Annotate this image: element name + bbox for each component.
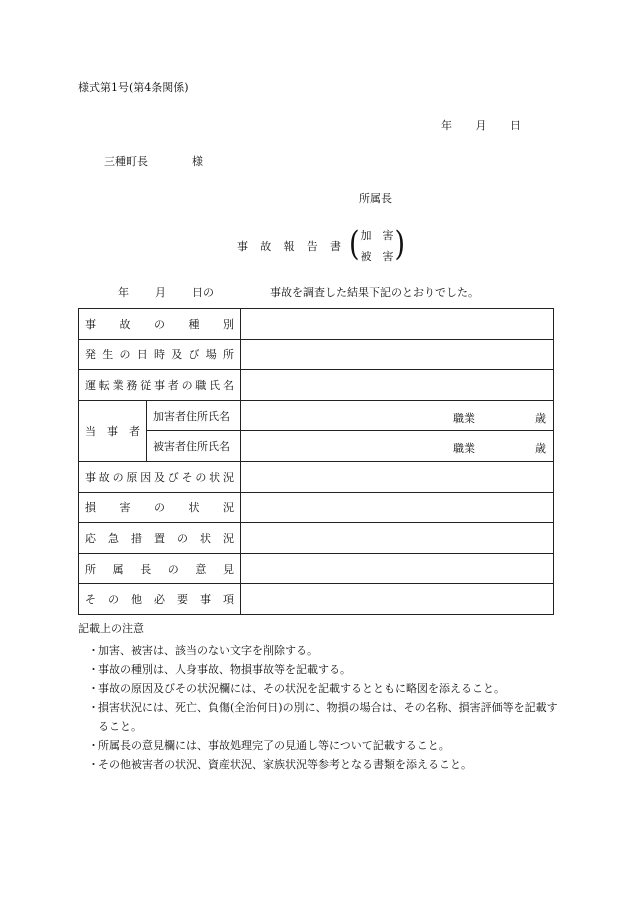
notes-list: [88, 641, 558, 774]
row-label-text: 発 生 の 日 時 及 び 場 所: [85, 348, 234, 362]
survey-year-label: 年: [118, 286, 129, 299]
bullet-icon: ・: [88, 644, 99, 657]
occupation-label: 職業: [453, 411, 475, 425]
table-row: [79, 584, 554, 615]
row-label-text: 事 故 の 種 別: [85, 317, 234, 331]
perpetrator-address-name-field[interactable]: [241, 400, 554, 431]
damage-situation-field[interactable]: [241, 492, 554, 523]
note-item: [88, 660, 558, 679]
party-label-text: 当 事 者: [85, 424, 140, 438]
accident-type-field[interactable]: [241, 309, 554, 340]
row-label: [79, 492, 241, 523]
note-text: その他被害者の状況、資産状況、家族状況等参考となる書類を添えること。: [98, 758, 472, 771]
title-char: 報: [283, 239, 295, 253]
note-text: 事故の種別は、人身事故、物損事故等を記載する。: [98, 663, 351, 676]
survey-statement: [118, 287, 479, 298]
row-label: [79, 370, 241, 401]
row-label-text: 事 故 の 原 因 及 び そ の 状 況: [85, 470, 234, 484]
title-char: 告: [306, 239, 318, 253]
option-perpetrator: 加 害: [360, 229, 394, 242]
note-text: 所属長の意見欄には、事故処理完了の見通し等について記載すること。: [98, 739, 450, 752]
note-item: [88, 641, 558, 660]
notes-title: 記載上の注意: [78, 622, 144, 635]
document-title: [237, 224, 406, 264]
table-row: [79, 339, 554, 370]
emergency-measures-field[interactable]: [241, 523, 554, 554]
table-row: [79, 370, 554, 401]
row-label-text: そ の 他 必 要 事 項: [85, 593, 234, 607]
driver-position-name-field[interactable]: [241, 370, 554, 401]
row-label-text: 運 転 業 務 従 事 者 の 職 氏 名: [85, 378, 234, 392]
bullet-icon: ・: [88, 663, 99, 676]
table-row: [79, 523, 554, 554]
affiliation-head-opinion-field[interactable]: [241, 553, 554, 584]
age-label: 歳: [535, 442, 546, 456]
row-label: [79, 523, 241, 554]
occurrence-datetime-place-field[interactable]: [241, 339, 554, 370]
bullet-icon: ・: [88, 758, 99, 771]
title-char: 故: [260, 239, 272, 253]
occupation-label: 職業: [453, 442, 475, 456]
age-label: 歳: [535, 411, 546, 425]
party-label: [79, 400, 147, 461]
note-item: [88, 679, 558, 698]
bullet-icon: ・: [88, 682, 99, 695]
perpetrator-label: 加害者住所氏名: [147, 400, 241, 431]
date-year-label: 年: [441, 119, 452, 132]
survey-month-label: 月: [155, 286, 166, 299]
row-label-text: 損 害 の 状 況: [85, 501, 234, 515]
table-row: [79, 553, 554, 584]
note-item: [88, 755, 558, 774]
table-row: [79, 400, 554, 431]
accident-report-table: [78, 308, 554, 615]
addressee: [104, 156, 203, 167]
date-day-label: 日: [510, 119, 521, 132]
paren-close: ): [394, 224, 406, 264]
damage-type-options: [361, 230, 394, 262]
bullet-icon: ・: [88, 701, 99, 714]
row-label-text: 所 属 長 の 意 見: [85, 562, 234, 576]
addressee-name: 三種町長: [104, 155, 148, 168]
title-text: [237, 241, 341, 252]
title-char: 事: [237, 239, 248, 253]
addressee-honorific: 様: [192, 155, 203, 168]
victim-label: 被害者住所氏名: [147, 431, 241, 462]
table-row: [79, 461, 554, 492]
title-char: 書: [330, 239, 341, 253]
table-row: [79, 492, 554, 523]
row-label: [79, 461, 241, 492]
table-row: [79, 309, 554, 340]
cause-situation-field[interactable]: [241, 461, 554, 492]
note-item: [88, 698, 558, 736]
survey-day-label: 日の: [192, 286, 214, 299]
row-label-text: 応 急 措 置 の 状 況: [85, 531, 234, 545]
table-row: [79, 431, 554, 462]
affiliation-head-label: 所属長: [359, 192, 392, 205]
note-text: 損害状況には、死亡、負傷(全治何日)の別に、物損の場合は、その名称、損害評価等を記載すること。: [98, 701, 558, 733]
row-label: [79, 584, 241, 615]
option-victim: 被 害: [360, 250, 394, 263]
survey-text: 事故を調査した結果下記のとおりでした。: [270, 286, 479, 299]
form-number: 様式第1号(第4条関係): [78, 81, 189, 94]
date-line: [441, 120, 521, 131]
bullet-icon: ・: [88, 739, 99, 752]
paren-open: (: [349, 224, 360, 264]
note-item: [88, 736, 558, 755]
note-text: 事故の原因及びその状況欄には、その状況を記載するとともに略図を添えること。: [98, 682, 505, 695]
row-label: [79, 309, 241, 340]
note-text: 加害、被害は、該当のない文字を削除する。: [98, 644, 318, 657]
victim-address-name-field[interactable]: [241, 431, 554, 462]
date-month-label: 月: [475, 119, 487, 132]
row-label: [79, 553, 241, 584]
row-label: [79, 339, 241, 370]
other-required-items-field[interactable]: [241, 584, 554, 615]
